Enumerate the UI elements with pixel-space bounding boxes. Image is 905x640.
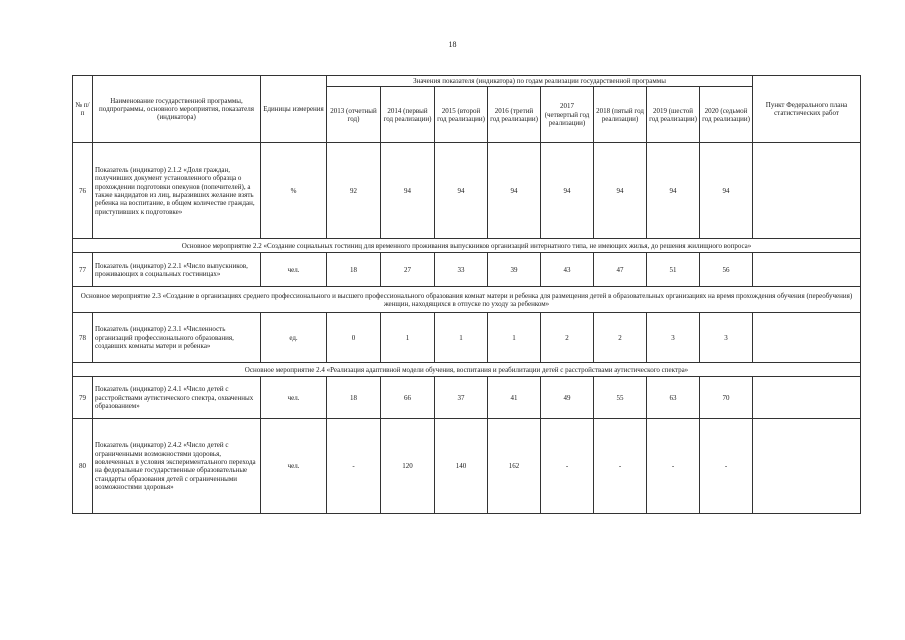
row-num: 79 — [73, 377, 93, 419]
header-year: 2017 (четвертый год реализации) — [541, 87, 594, 143]
value-cell: 51 — [647, 253, 700, 287]
value-cell: 1 — [488, 313, 541, 363]
header-year: 2015 (второй год реализации) — [435, 87, 488, 143]
row-num: 80 — [73, 419, 93, 514]
value-cell: 3 — [647, 313, 700, 363]
section-title: Основное мероприятие 2.3 «Создание в организациях среднего профессионального и высшего профессионального образования комнат матери и ребенка для размещения детей в образовательных организациях на время прохождения обучения (переобучения) женщин, находящихся в отпуске по уходу за ребенком» — [73, 287, 861, 313]
header-year: 2019 (шестой год реализации) — [647, 87, 700, 143]
value-cell: 33 — [435, 253, 488, 287]
table-row — [73, 313, 861, 363]
value-cell: 2 — [594, 313, 647, 363]
value-cell: 1 — [381, 313, 435, 363]
row-num: 78 — [73, 313, 93, 363]
value-cell: 1 — [435, 313, 488, 363]
value-cell: - — [541, 419, 594, 514]
value-cell: 41 — [488, 377, 541, 419]
value-cell: 18 — [327, 253, 381, 287]
value-cell: 39 — [488, 253, 541, 287]
unit-cell: % — [261, 143, 327, 239]
value-cell: 94 — [541, 143, 594, 239]
value-cell: 94 — [647, 143, 700, 239]
header-values-group: Значения показателя (индикатора) по годам реализации государственной программы — [327, 76, 753, 87]
value-cell: 94 — [381, 143, 435, 239]
indicator-name: Показатель (индикатор) 2.2.1 «Число выпускников, проживающих в социальных гостиницах» — [93, 253, 261, 287]
indicator-name: Показатель (индикатор) 2.1.2 «Доля граждан, получивших документ установленного образца о прохождении подготовки опекунов (попечителей), а также кандидатов из лиц, выразивших желание взять ребенка на воспитание, в общем количестве граждан, приступивших к подготовке» — [93, 143, 261, 239]
header-unit: Единицы измерения — [261, 76, 327, 143]
indicator-name: Показатель (индикатор) 2.4.1 «Число детей с расстройствами аутистического спектра, охваченных образованием» — [93, 377, 261, 419]
indicator-name: Показатель (индикатор) 2.3.1 «Численность организаций профессионального образования, создавших комнаты матери и ребенка» — [93, 313, 261, 363]
plan-cell — [753, 419, 861, 514]
value-cell: 70 — [700, 377, 753, 419]
indicators-table — [72, 75, 861, 514]
section-row — [73, 287, 861, 313]
value-cell: 18 — [327, 377, 381, 419]
header-year: 2016 (третий год реализации) — [488, 87, 541, 143]
value-cell: - — [647, 419, 700, 514]
plan-cell — [753, 253, 861, 287]
unit-cell: чел. — [261, 377, 327, 419]
section-title: Основное мероприятие 2.2 «Создание социальных гостиниц для временного проживания выпускников организаций интернатного типа, не имеющих жилья, до решения жилищного вопроса» — [73, 239, 861, 253]
value-cell: - — [327, 419, 381, 514]
value-cell: 66 — [381, 377, 435, 419]
value-cell: 94 — [700, 143, 753, 239]
value-cell: 27 — [381, 253, 435, 287]
value-cell: - — [594, 419, 647, 514]
table-row — [73, 143, 861, 239]
table-row — [73, 419, 861, 514]
unit-cell: ед. — [261, 313, 327, 363]
value-cell: 37 — [435, 377, 488, 419]
value-cell: 49 — [541, 377, 594, 419]
section-row — [73, 239, 861, 253]
value-cell: 92 — [327, 143, 381, 239]
plan-cell — [753, 313, 861, 363]
section-row — [73, 363, 861, 377]
value-cell: 2 — [541, 313, 594, 363]
plan-cell — [753, 143, 861, 239]
value-cell: 162 — [488, 419, 541, 514]
header-year: 2014 (первый год реализации) — [381, 87, 435, 143]
value-cell: 55 — [594, 377, 647, 419]
table-row — [73, 377, 861, 419]
header-year: 2013 (отчетный год) — [327, 87, 381, 143]
header-name: Наименование государственной программы, подпрограммы, основного мероприятия, показателя (индикатора) — [93, 76, 261, 143]
page-number: 18 — [448, 40, 457, 49]
row-num: 76 — [73, 143, 93, 239]
value-cell: 0 — [327, 313, 381, 363]
unit-cell: чел. — [261, 419, 327, 514]
row-num: 77 — [73, 253, 93, 287]
header-year: 2020 (седьмой год реализации) — [700, 87, 753, 143]
header-plan: Пункт Федерального плана статистических работ — [753, 76, 861, 143]
value-cell: 63 — [647, 377, 700, 419]
header-num: № п/п — [73, 76, 93, 143]
plan-cell — [753, 377, 861, 419]
value-cell: 94 — [488, 143, 541, 239]
value-cell: 3 — [700, 313, 753, 363]
value-cell: 47 — [594, 253, 647, 287]
value-cell: 43 — [541, 253, 594, 287]
unit-cell: чел. — [261, 253, 327, 287]
indicator-name: Показатель (индикатор) 2.4.2 «Число детей с ограниченными возможностями здоровья, вовлеченных в условия экспериментального перехода на федеральные государственные образовательные стандарты образования детей с ограниченными возможностями здоровья» — [93, 419, 261, 514]
value-cell: 120 — [381, 419, 435, 514]
table-row — [73, 253, 861, 287]
value-cell: 94 — [435, 143, 488, 239]
value-cell: 56 — [700, 253, 753, 287]
section-title: Основное мероприятие 2.4 «Реализация адаптивной модели обучения, воспитания и реабилитации детей с расстройствами аутистического спектра» — [73, 363, 861, 377]
header-year: 2018 (пятый год реализации) — [594, 87, 647, 143]
value-cell: 94 — [594, 143, 647, 239]
value-cell: 140 — [435, 419, 488, 514]
value-cell: - — [700, 419, 753, 514]
